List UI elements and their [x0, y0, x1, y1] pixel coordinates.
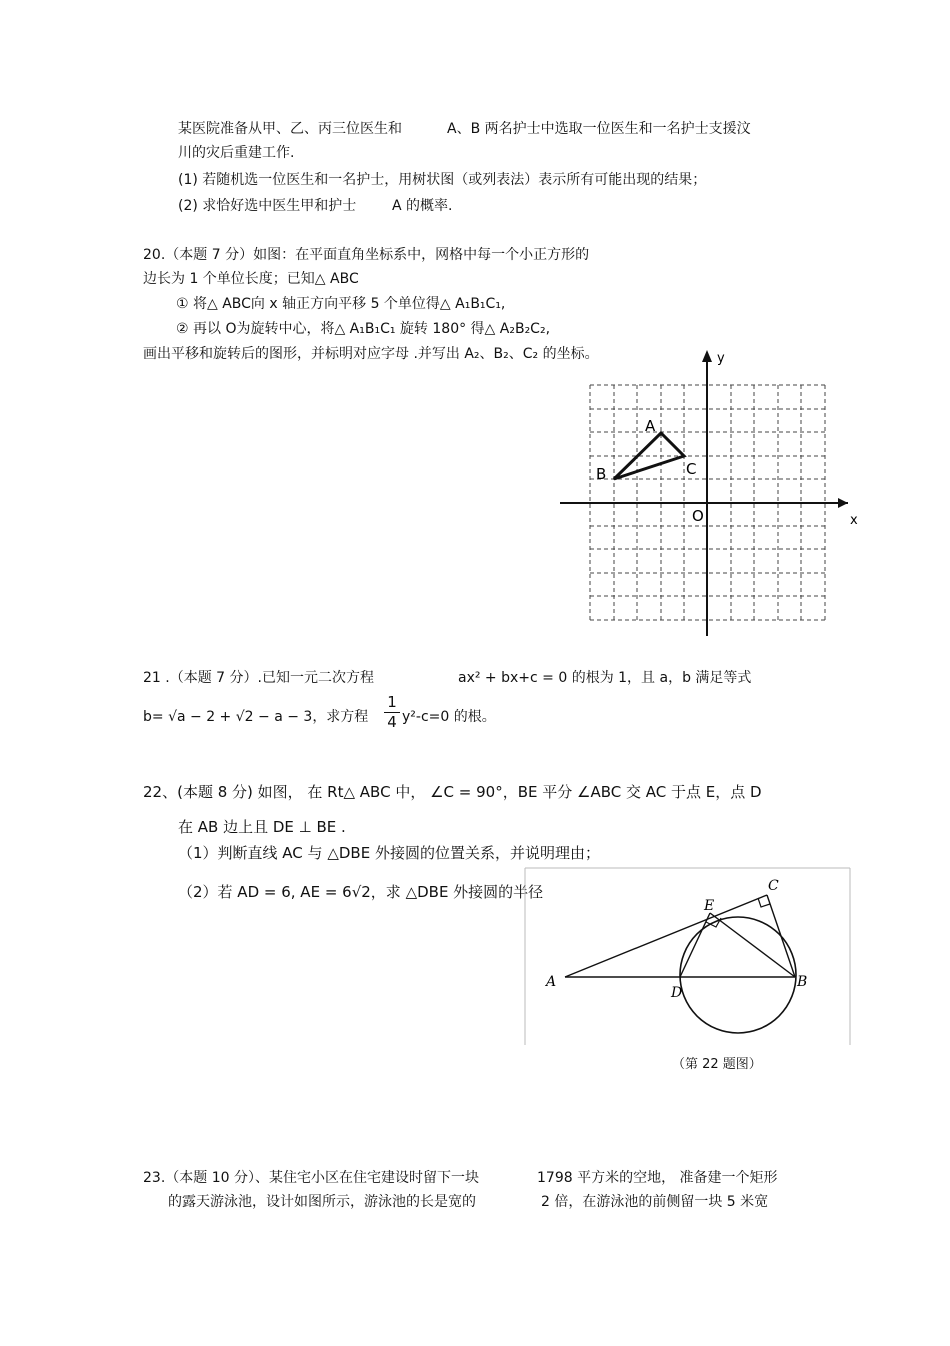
vertex-b-label: B: [596, 465, 607, 483]
segment-eb: [710, 913, 795, 977]
q20-step2: ② 再以 O为旋转中心，将△ A₁B₁C₁ 旋转 180° 得△ A₂B₂C₂,: [176, 321, 551, 337]
x-axis-label: x: [850, 513, 858, 528]
q20-line3: 画出平移和旋转后的图形，并标明对应字母 .并写出 A₂、B₂、C₂ 的坐标。: [143, 346, 599, 362]
segment-cb: [767, 895, 795, 977]
q21-line2b: y²-c=0 的根。: [402, 709, 496, 725]
point-a-label: A: [546, 974, 557, 990]
fraction-one-quarter: [384, 695, 400, 730]
q23-line1a: 23.（本题 10 分）、某住宅小区在住宅建设时留下一块: [143, 1170, 479, 1186]
point-c-label: C: [768, 878, 779, 894]
q21-line1b: ax² + bx+c = 0 的根为 1，且 a，b 满足等式: [458, 670, 752, 686]
q19-line1b: A、B 两名护士中选取一位医生和一名护士支援汶: [447, 121, 751, 137]
q21-line1a: 21 .（本题 7 分）.已知一元二次方程: [143, 670, 374, 686]
origin-label: O: [692, 507, 704, 525]
q22-figure-caption: （第 22 题图）: [672, 1057, 762, 1072]
q22-line2: 在 AB 边上且 DE ⊥ BE .: [178, 818, 346, 836]
x-axis-arrow: [838, 498, 848, 508]
q19-line2: 川的灾后重建工作.: [178, 145, 295, 161]
vertex-c-label: C: [686, 460, 697, 478]
q19-part2a: (2) 求恰好选中医生甲和护士: [178, 198, 357, 214]
point-b-label: B: [797, 974, 808, 990]
fraction-denominator: 4: [387, 713, 397, 731]
segment-ac: [565, 895, 767, 977]
q20-line1: 20.（本题 7 分）如图：在平面直角坐标系中，网格中每一个小正方形的: [143, 247, 590, 263]
axes: [560, 358, 848, 636]
vertex-a-label: A: [645, 417, 656, 435]
y-axis-arrow: [702, 350, 712, 362]
y-axis-label: y: [717, 351, 725, 366]
q23-line1b: 1798 平方米的空地， 准备建一个矩形: [537, 1170, 778, 1186]
q21-line2a: b= √a − 2 + √2 − a − 3，求方程: [143, 709, 369, 725]
q20-step1: ① 将△ ABC向 x 轴正方向平移 5 个单位得△ A₁B₁C₁,: [176, 296, 506, 312]
point-e-label: E: [704, 898, 715, 914]
q22-part2: （2）若 AD = 6, AE = 6√2，求 △DBE 外接圆的半径: [178, 883, 544, 901]
q19-part1: (1) 若随机选一位医生和一名护士，用树状图（或列表法）表示所有可能出现的结果；: [178, 172, 707, 188]
segment-ed: [680, 913, 710, 977]
circle-triangle-figure: [524, 866, 852, 1046]
point-d-label: D: [671, 985, 683, 1001]
q22-line1: 22、(本题 8 分) 如图， 在 Rt△ ABC 中， ∠C = 90°，BE 平分 ∠ABC 交 AC 于点 E，点 D: [143, 783, 762, 801]
fraction-numerator: 1: [387, 693, 397, 711]
q22-part1: （1）判断直线 AC 与 △DBE 外接圆的位置关系，并说明理由；: [178, 844, 600, 862]
q20-line2: 边长为 1 个单位长度；已知△ ABC: [143, 271, 359, 287]
coordinate-grid-figure: [555, 345, 865, 645]
q23-line2b: 2 倍，在游泳池的前侧留一块 5 米宽: [541, 1194, 769, 1210]
q19-line1a: 某医院准备从甲、乙、丙三位医生和: [178, 121, 402, 137]
q19-part2b: A 的概率.: [392, 198, 453, 214]
q23-line2a: 的露天游泳池，设计如图所示，游泳池的长是宽的: [168, 1194, 476, 1210]
